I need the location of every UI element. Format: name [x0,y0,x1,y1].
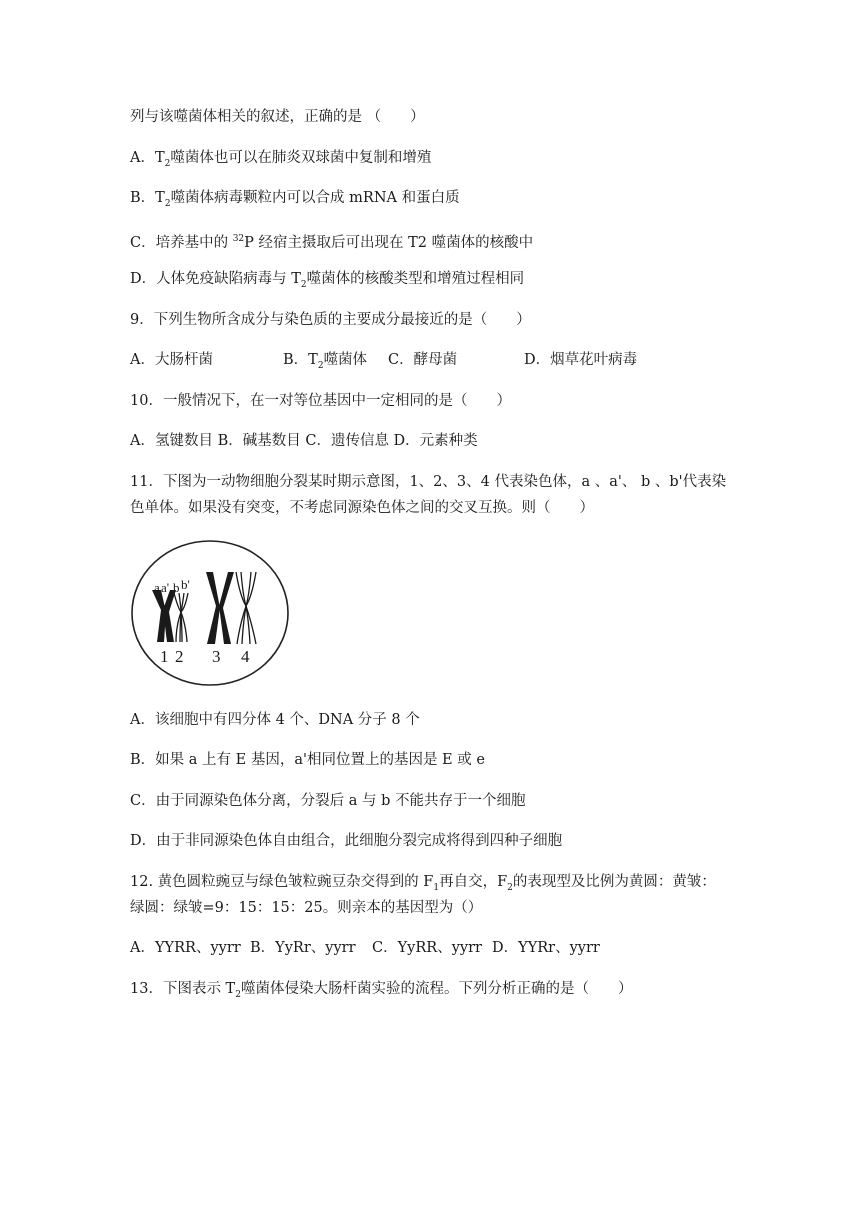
q12-option-b: B．YyRr、yyrr [250,940,356,956]
chromosome-1 [152,590,176,642]
label-b: b [173,580,180,595]
q12-option-c: C．YyRR、yyrr [372,940,482,956]
number-3: 3 [212,647,221,666]
cell-membrane [132,541,288,685]
number-2: 2 [175,647,184,666]
q8-option-b: B．$T_2$噬菌体病毒颗粒内可以合成 mRNA 和蛋白质 [130,190,460,209]
q11-option-a: A．该细胞中有四分体 4 个、DNA 分子 8 个 [130,712,420,728]
q10-options: A．氢键数目 B．碱基数目 C．遗传信息 D．元素种类 [130,433,478,449]
number-1: 1 [160,647,169,666]
label-a-prime: a' [161,580,170,595]
chromosome-3 [206,572,234,644]
q12-stem-line1: 12. 黄色圆粒豌豆与绿色皱粒豌豆杂交得到的 $F_1$再自交，$F_2$的表现型及比例为黄圆：黄皱： [130,874,716,893]
chromosome-figure [130,538,290,688]
q8-option-c: C．培养基中的 $^{32}$P 经宿主摄取后可出现在 T2 噬菌体的核酸中 [130,234,534,251]
q10-stem: 10．一般情况下，在一对等位基因中一定相同的是（ ） [130,393,511,409]
label-b-prime: b' [181,577,190,592]
q9-option-b: B．$T_2$噬菌体 [283,352,368,371]
q12-option-d: D．YYRr、yyrr [492,940,600,956]
q11-stem-line2: 色单体。如果没有突变，不考虑同源染色体之间的交叉互换。则（ ） [130,500,594,516]
q11-option-d: D．由于非同源染色体自由组合，此细胞分裂完成将得到四种子细胞 [130,833,563,849]
number-4: 4 [241,647,250,666]
q11-option-b: B．如果 a 上有 E 基因，a'相同位置上的基因是 E 或 e [130,752,485,768]
q9-stem: 9．下列生物所含成分与染色质的主要成分最接近的是（ ） [130,312,531,328]
q8-option-d: D．人体免疫缺陷病毒与 $T_2$噬菌体的核酸类型和增殖过程相同 [130,271,525,290]
q9-option-c: C．酵母菌 [388,352,458,368]
chromosome-2 [174,593,188,642]
q12-stem-line2: 绿圆：绿皱=9：15：15：25。则亲本的基因型为（） [130,900,483,916]
q12-option-a: A．YYRR、yyrr [130,940,241,956]
q11-option-c: C．由于同源染色体分离，分裂后 a 与 b 不能共存于一个细胞 [130,793,526,809]
q8-option-a: A．$T_2$噬菌体也可以在肺炎双球菌中复制和增殖 [130,150,432,169]
q9-option-d: D．烟草花叶病毒 [524,352,638,368]
label-a: a [154,580,160,595]
q13-stem: 13．下图表示 $T_2$噬菌体侵染大肠杆菌实验的流程。下列分析正确的是（ ） [130,981,633,1000]
q11-stem-line1: 11．下图为一动物细胞分裂某时期示意图，1、2、3、4 代表染色体，a 、a'、 b 、b'代表染 [130,474,727,490]
q9-option-a: A．大肠杆菌 [130,352,213,368]
chromosome-4 [236,572,256,644]
q8-stem-tail: 列与该噬菌体相关的叙述，正确的是 （ ） [130,109,425,125]
